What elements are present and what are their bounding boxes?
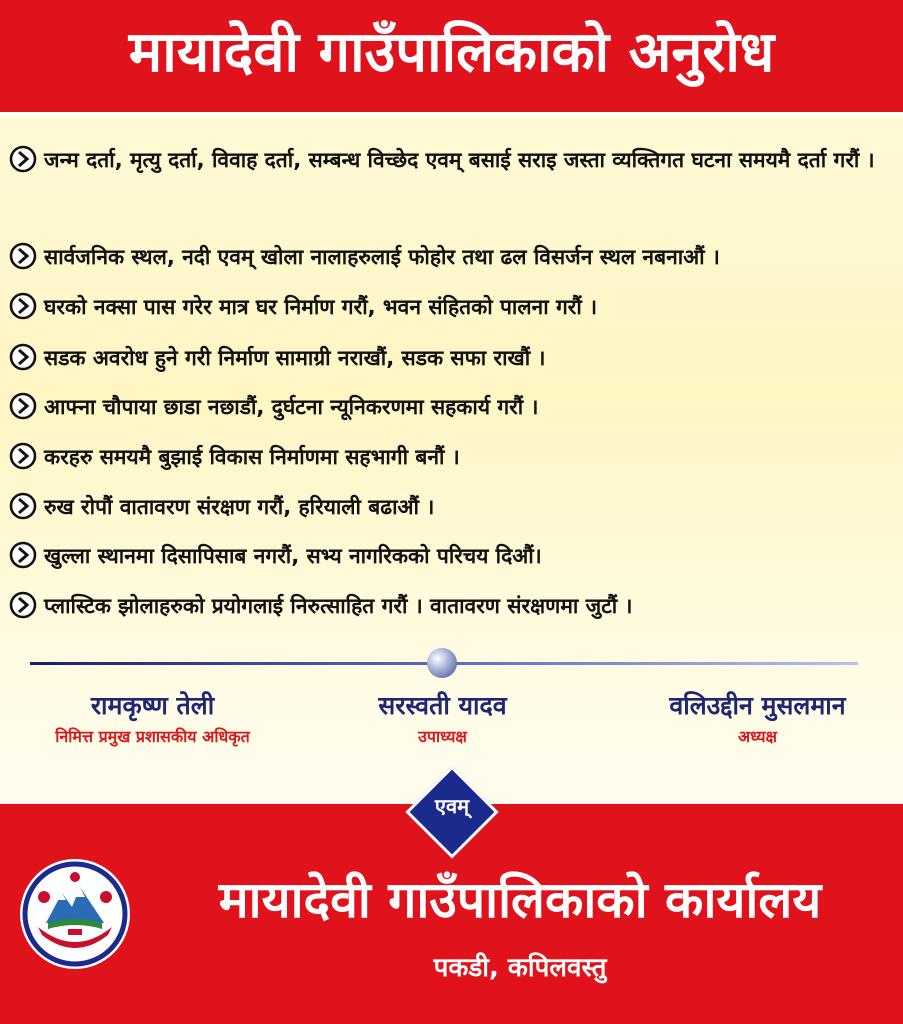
list-item [8, 140, 896, 180]
header-banner [0, 0, 903, 116]
official-name: वलिउद्दीन मुसलमान [669, 691, 846, 720]
list-item-text: सडक अवरोध हुने गरी निर्माण सामाग्री नराखौं, सडक सफा राखौं । [44, 346, 546, 370]
chevron-circle-right-icon [8, 491, 38, 521]
connector-badge [405, 765, 499, 859]
official-vice-chair [320, 688, 565, 750]
list-item [8, 487, 896, 527]
official-cao [10, 688, 295, 750]
list-item [8, 387, 896, 427]
official-role: निमित्त प्रमुख प्रशासकीय अधिकृत [55, 727, 250, 746]
official-name: रामकृष्ण तेली [90, 691, 215, 720]
list-item-text: रुख रोपौं वातावरण संरक्षण गरौं, हरियाली बढाऔं । [44, 495, 435, 519]
official-chair [620, 688, 895, 750]
list-item-text: प्लास्टिक झोलाहरुको प्रयोगलाई निरुत्साहित गरौं । वातावरण संरक्षणमा जुटौं । [44, 594, 633, 618]
list-item-text: खुल्ला स्थानमा दिसापिसाब नगरौं, सभ्य नागरिकको परिचय दिऔं। [44, 544, 542, 568]
list-item [8, 237, 896, 277]
list-item-text: घरको नक्सा पास गरेर मात्र घर निर्माण गरौं, भवन संहितको पालना गरौं । [44, 295, 598, 319]
official-name: सरस्वती यादव [378, 691, 507, 720]
nepal-government-emblem-icon [18, 857, 132, 971]
list-item [8, 338, 896, 378]
chevron-circle-right-icon [8, 144, 38, 174]
list-item [8, 437, 896, 477]
list-item [8, 586, 896, 626]
main-panel [0, 116, 903, 804]
list-item-text: करहरु समयमै बुझाई विकास निर्माणमा सहभागी बनौं । [44, 445, 460, 469]
chevron-circle-right-icon [8, 540, 38, 570]
divider-dot [427, 648, 457, 678]
connector-text: एवम् [434, 794, 470, 818]
list-item [8, 287, 896, 327]
official-role: उपाध्यक्ष [418, 727, 467, 746]
chevron-circle-right-icon [8, 441, 38, 471]
chevron-circle-right-icon [8, 241, 38, 271]
list-item-text: सार्वजनिक स्थल, नदी एवम् खोला नालाहरुलाई फोहोर तथा ढल विसर्जन स्थल नबनाऔं । [44, 245, 720, 269]
list-item-text: जन्म दर्ता, मृत्यु दर्ता, विवाह दर्ता, सम्बन्ध विच्छेद एवम् बसाई सराइ जस्ता व्यक्तिगत घटना समयमै दर्ता गरौं । [44, 148, 875, 172]
chevron-circle-right-icon [8, 291, 38, 321]
footer-title: मायादेवी गाउँपालिकाको कार्यालय [218, 871, 822, 929]
chevron-circle-right-icon [8, 590, 38, 620]
official-role: अध्यक्ष [738, 727, 777, 746]
list-item [8, 536, 896, 576]
header-title: मायादेवी गाउँपालिकाको अनुरोध [128, 20, 775, 85]
footer-subtitle: पकडी, कपिलवस्तु [433, 953, 607, 983]
chevron-circle-right-icon [8, 342, 38, 372]
list-item-text: आफ्ना चौपाया छाडा नछाडौं, दुर्घटना न्यूनिकरणमा सहकार्य गरौं । [44, 395, 539, 419]
chevron-circle-right-icon [8, 391, 38, 421]
